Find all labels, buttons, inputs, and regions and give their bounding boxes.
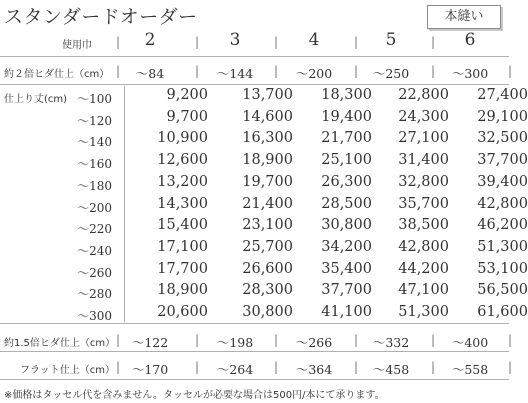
price-cell: 9,700: [166, 108, 208, 125]
row-15x-value: ～266: [295, 335, 333, 350]
row-15x-value: ～400: [451, 335, 489, 350]
price-cell: 38,500: [398, 217, 449, 234]
row-2x-value: ～84: [135, 66, 165, 81]
row-15x-label: 約1.5倍ヒダ仕上（cm）: [4, 338, 116, 349]
price-cell: 46,200: [477, 217, 528, 234]
row-flat-value: ～170: [131, 362, 169, 377]
price-cell: 13,200: [157, 173, 208, 190]
price-cell: 51,300: [477, 238, 528, 255]
row-2x-value: ～200: [295, 66, 333, 81]
price-cell: 27,400: [477, 87, 528, 103]
row-2x-separator: |: [508, 64, 513, 78]
price-cell: 21,700: [321, 130, 372, 147]
price-cell: 44,200: [398, 260, 449, 277]
price-cell: 18,900: [242, 152, 293, 169]
price-cell: 32,500: [477, 130, 528, 147]
price-cell: 21,400: [242, 195, 293, 212]
length-label: 仕上り丈(cm): [4, 94, 68, 105]
row-2x-separator: |: [274, 64, 279, 78]
width-header-3: 3: [229, 30, 241, 50]
price-block-divider: [0, 323, 509, 324]
price-cell: 17,100: [157, 238, 208, 255]
row-flat-value: ～558: [451, 362, 489, 377]
row-flat-divider: [0, 379, 509, 380]
price-cell: 41,100: [321, 304, 372, 320]
row-2x-separator: |: [431, 64, 436, 78]
price-cell: 56,500: [477, 282, 528, 299]
row-2x-value: ～300: [451, 66, 489, 81]
page-title: スタンダードオーダー: [4, 6, 198, 28]
price-cell: 26,300: [321, 173, 372, 190]
header-divider: [0, 56, 509, 57]
row-flat-separator: |: [354, 360, 359, 374]
row-15x-value: ～332: [372, 335, 410, 350]
price-cell: 30,800: [321, 217, 372, 234]
row-length-label: ～280: [77, 287, 112, 302]
row-2x-separator: |: [354, 64, 359, 78]
price-cell: 28,500: [321, 195, 372, 212]
row-15x-divider: [0, 351, 509, 352]
row-2x-separator: |: [195, 64, 200, 78]
price-cell: 25,100: [321, 152, 372, 169]
price-cell: 30,800: [242, 304, 293, 320]
row-flat-separator: |: [274, 360, 279, 374]
price-cell: 35,700: [398, 195, 449, 212]
price-cell: 25,700: [242, 238, 293, 255]
price-cell: 42,800: [477, 195, 528, 212]
price-cell: 37,700: [321, 282, 372, 299]
width-header-4: 4: [308, 30, 320, 50]
price-cell: 18,900: [157, 282, 208, 299]
length-column-rule: [124, 86, 125, 322]
header-separator: |: [431, 35, 436, 49]
price-cell: 35,400: [321, 260, 372, 277]
row-15x-value: ～122: [131, 335, 169, 350]
header-separator: |: [116, 35, 121, 49]
price-cell: 32,800: [398, 173, 449, 190]
price-cell: 42,800: [398, 238, 449, 255]
header-label: 使用巾: [62, 40, 92, 51]
row-2x-label: 約２倍ヒダ仕上（cm）: [4, 69, 110, 80]
row-flat-value: ～264: [216, 362, 254, 377]
header-separator: |: [274, 35, 279, 49]
price-cell: 10,900: [157, 130, 208, 147]
price-cell: 29,100: [477, 108, 528, 125]
price-cell: 47,100: [398, 282, 449, 299]
price-cell: 18,300: [321, 87, 372, 103]
footnote: ※価格はタッセル代を含みません。タッセルが必要な場合は500円/本にて承ります。: [4, 390, 385, 401]
width-header-2: 2: [144, 30, 156, 50]
row-length-label: ～220: [77, 222, 112, 237]
row-15x-separator: |: [354, 333, 359, 347]
price-cell: 14,600: [242, 108, 293, 125]
row-flat-separator: |: [508, 360, 513, 374]
price-cell: 31,400: [398, 152, 449, 169]
price-cell: 26,600: [242, 260, 293, 277]
row-length-label: ～200: [77, 200, 112, 215]
price-cell: 16,300: [242, 130, 293, 147]
price-cell: 9,200: [166, 87, 208, 103]
row-2x-divider: [0, 84, 509, 85]
sewing-type-badge: 本縫い: [427, 5, 501, 29]
width-header-5: 5: [385, 30, 397, 50]
price-cell: 61,600: [477, 304, 528, 320]
price-cell: 28,300: [242, 282, 293, 299]
row-flat-value: ～364: [295, 362, 333, 377]
row-15x-separator: |: [116, 333, 121, 347]
price-cell: 53,100: [477, 260, 528, 277]
row-length-label: ～140: [77, 135, 112, 150]
row-flat-value: ～458: [372, 362, 410, 377]
header-separator: |: [354, 35, 359, 49]
row-2x-separator: |: [116, 64, 121, 78]
price-cell: 15,400: [157, 217, 208, 234]
row-2x-value: ～144: [216, 66, 254, 81]
row-15x-separator: |: [431, 333, 436, 347]
row-15x-separator: |: [274, 333, 279, 347]
price-cell: 13,700: [242, 87, 293, 103]
row-15x-separator: |: [195, 333, 200, 347]
row-length-label: ～240: [77, 243, 112, 258]
row-15x-separator: |: [508, 333, 513, 347]
row-length-label: ～120: [77, 113, 112, 128]
price-cell: 39,400: [477, 173, 528, 190]
width-header-6: 6: [464, 30, 476, 50]
header-separator: |: [195, 35, 200, 49]
row-2x-value: ～250: [372, 66, 410, 81]
price-cell: 27,100: [398, 130, 449, 147]
price-cell: 23,100: [242, 217, 293, 234]
price-cell: 37,700: [477, 152, 528, 169]
price-cell: 34,200: [321, 238, 372, 255]
price-cell: 24,300: [398, 108, 449, 125]
row-length-label: ～180: [77, 178, 112, 193]
row-flat-label: フラット仕上（cm）: [20, 365, 116, 376]
price-cell: 20,600: [157, 304, 208, 320]
row-length-label: ～160: [77, 157, 112, 172]
row-length-label: ～300: [77, 309, 112, 323]
price-cell: 19,700: [242, 173, 293, 190]
price-cell: 17,700: [157, 260, 208, 277]
row-flat-separator: |: [116, 360, 121, 374]
row-15x-value: ～198: [216, 335, 254, 350]
row-flat-separator: |: [195, 360, 200, 374]
price-cell: 19,400: [321, 108, 372, 125]
row-length-label: ～260: [77, 265, 112, 280]
row-flat-separator: |: [431, 360, 436, 374]
price-cell: 51,300: [398, 304, 449, 320]
price-cell: 14,300: [157, 195, 208, 212]
price-cell: 22,800: [398, 87, 449, 103]
price-cell: 12,600: [157, 152, 208, 169]
row-length-label: ～100: [77, 92, 112, 106]
